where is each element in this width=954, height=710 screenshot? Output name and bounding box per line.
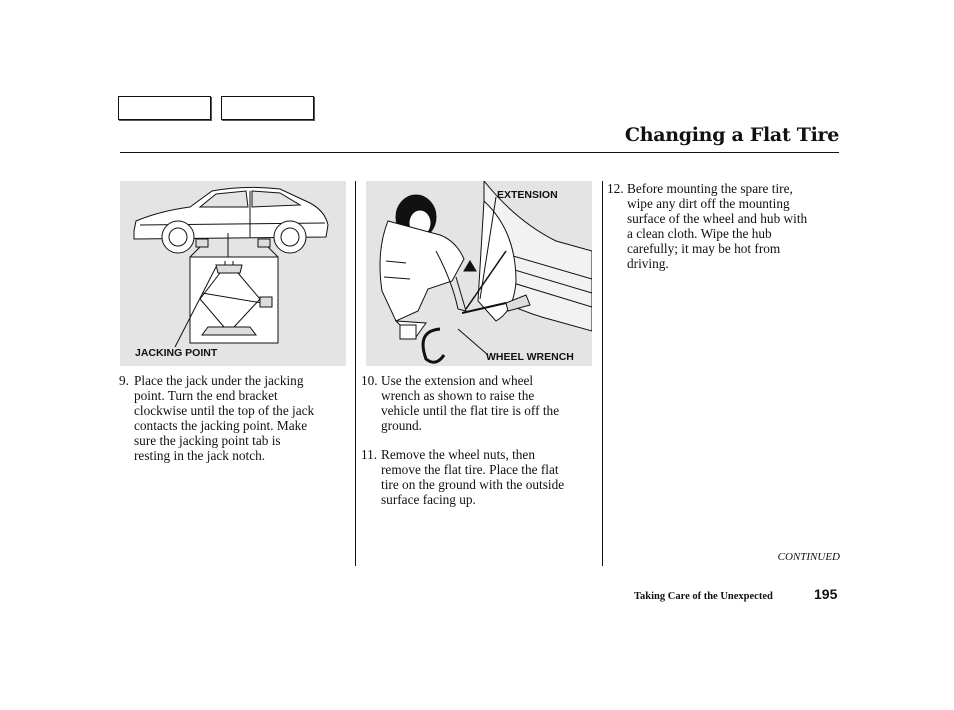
label-wheel-wrench: WHEEL WRENCH [486,351,574,363]
title-rule [120,152,839,153]
figure-jacking-point [120,181,346,366]
step-text: Remove the wheel nuts, then remove the flat tire. Place the flat tire on the ground with the outside surface facing up. [381,447,565,507]
step-number: 9. [119,373,129,388]
column-divider-1 [355,181,356,566]
step-number: 12. [607,181,624,196]
wrench-illustration [366,181,592,366]
step-text: Use the extension and wheel wrench as shown to raise the vehicle until the flat tire is off the ground. [381,373,560,433]
page-title: Changing a Flat Tire [624,124,839,146]
section-name: Taking Care of the Unexpected [634,591,773,602]
figure-wheel-wrench [366,181,592,366]
column-divider-2 [602,181,603,566]
label-jacking-point: JACKING POINT [135,347,218,359]
nav-tab-1[interactable] [118,96,211,120]
page-number: 195 [814,586,838,602]
continued-note: CONTINUED [777,551,840,563]
nav-tab-2[interactable] [221,96,314,120]
step-number: 11. [361,447,378,462]
step-text: Before mounting the spare tire, wipe any dirt off the mounting surface of the wheel and hub with a clean cloth. Wipe the hub carefully; it may be hot from driving. [627,181,808,271]
car-jack-illustration [120,181,346,366]
step-number: 10. [361,373,378,388]
label-extension: EXTENSION [497,189,558,201]
step-text: Place the jack under the jacking point. Turn the end bracket clockwise until the top of the jack contacts the jacking point. Make sure the jacking point tab is resting in the jack notch. [134,373,315,463]
